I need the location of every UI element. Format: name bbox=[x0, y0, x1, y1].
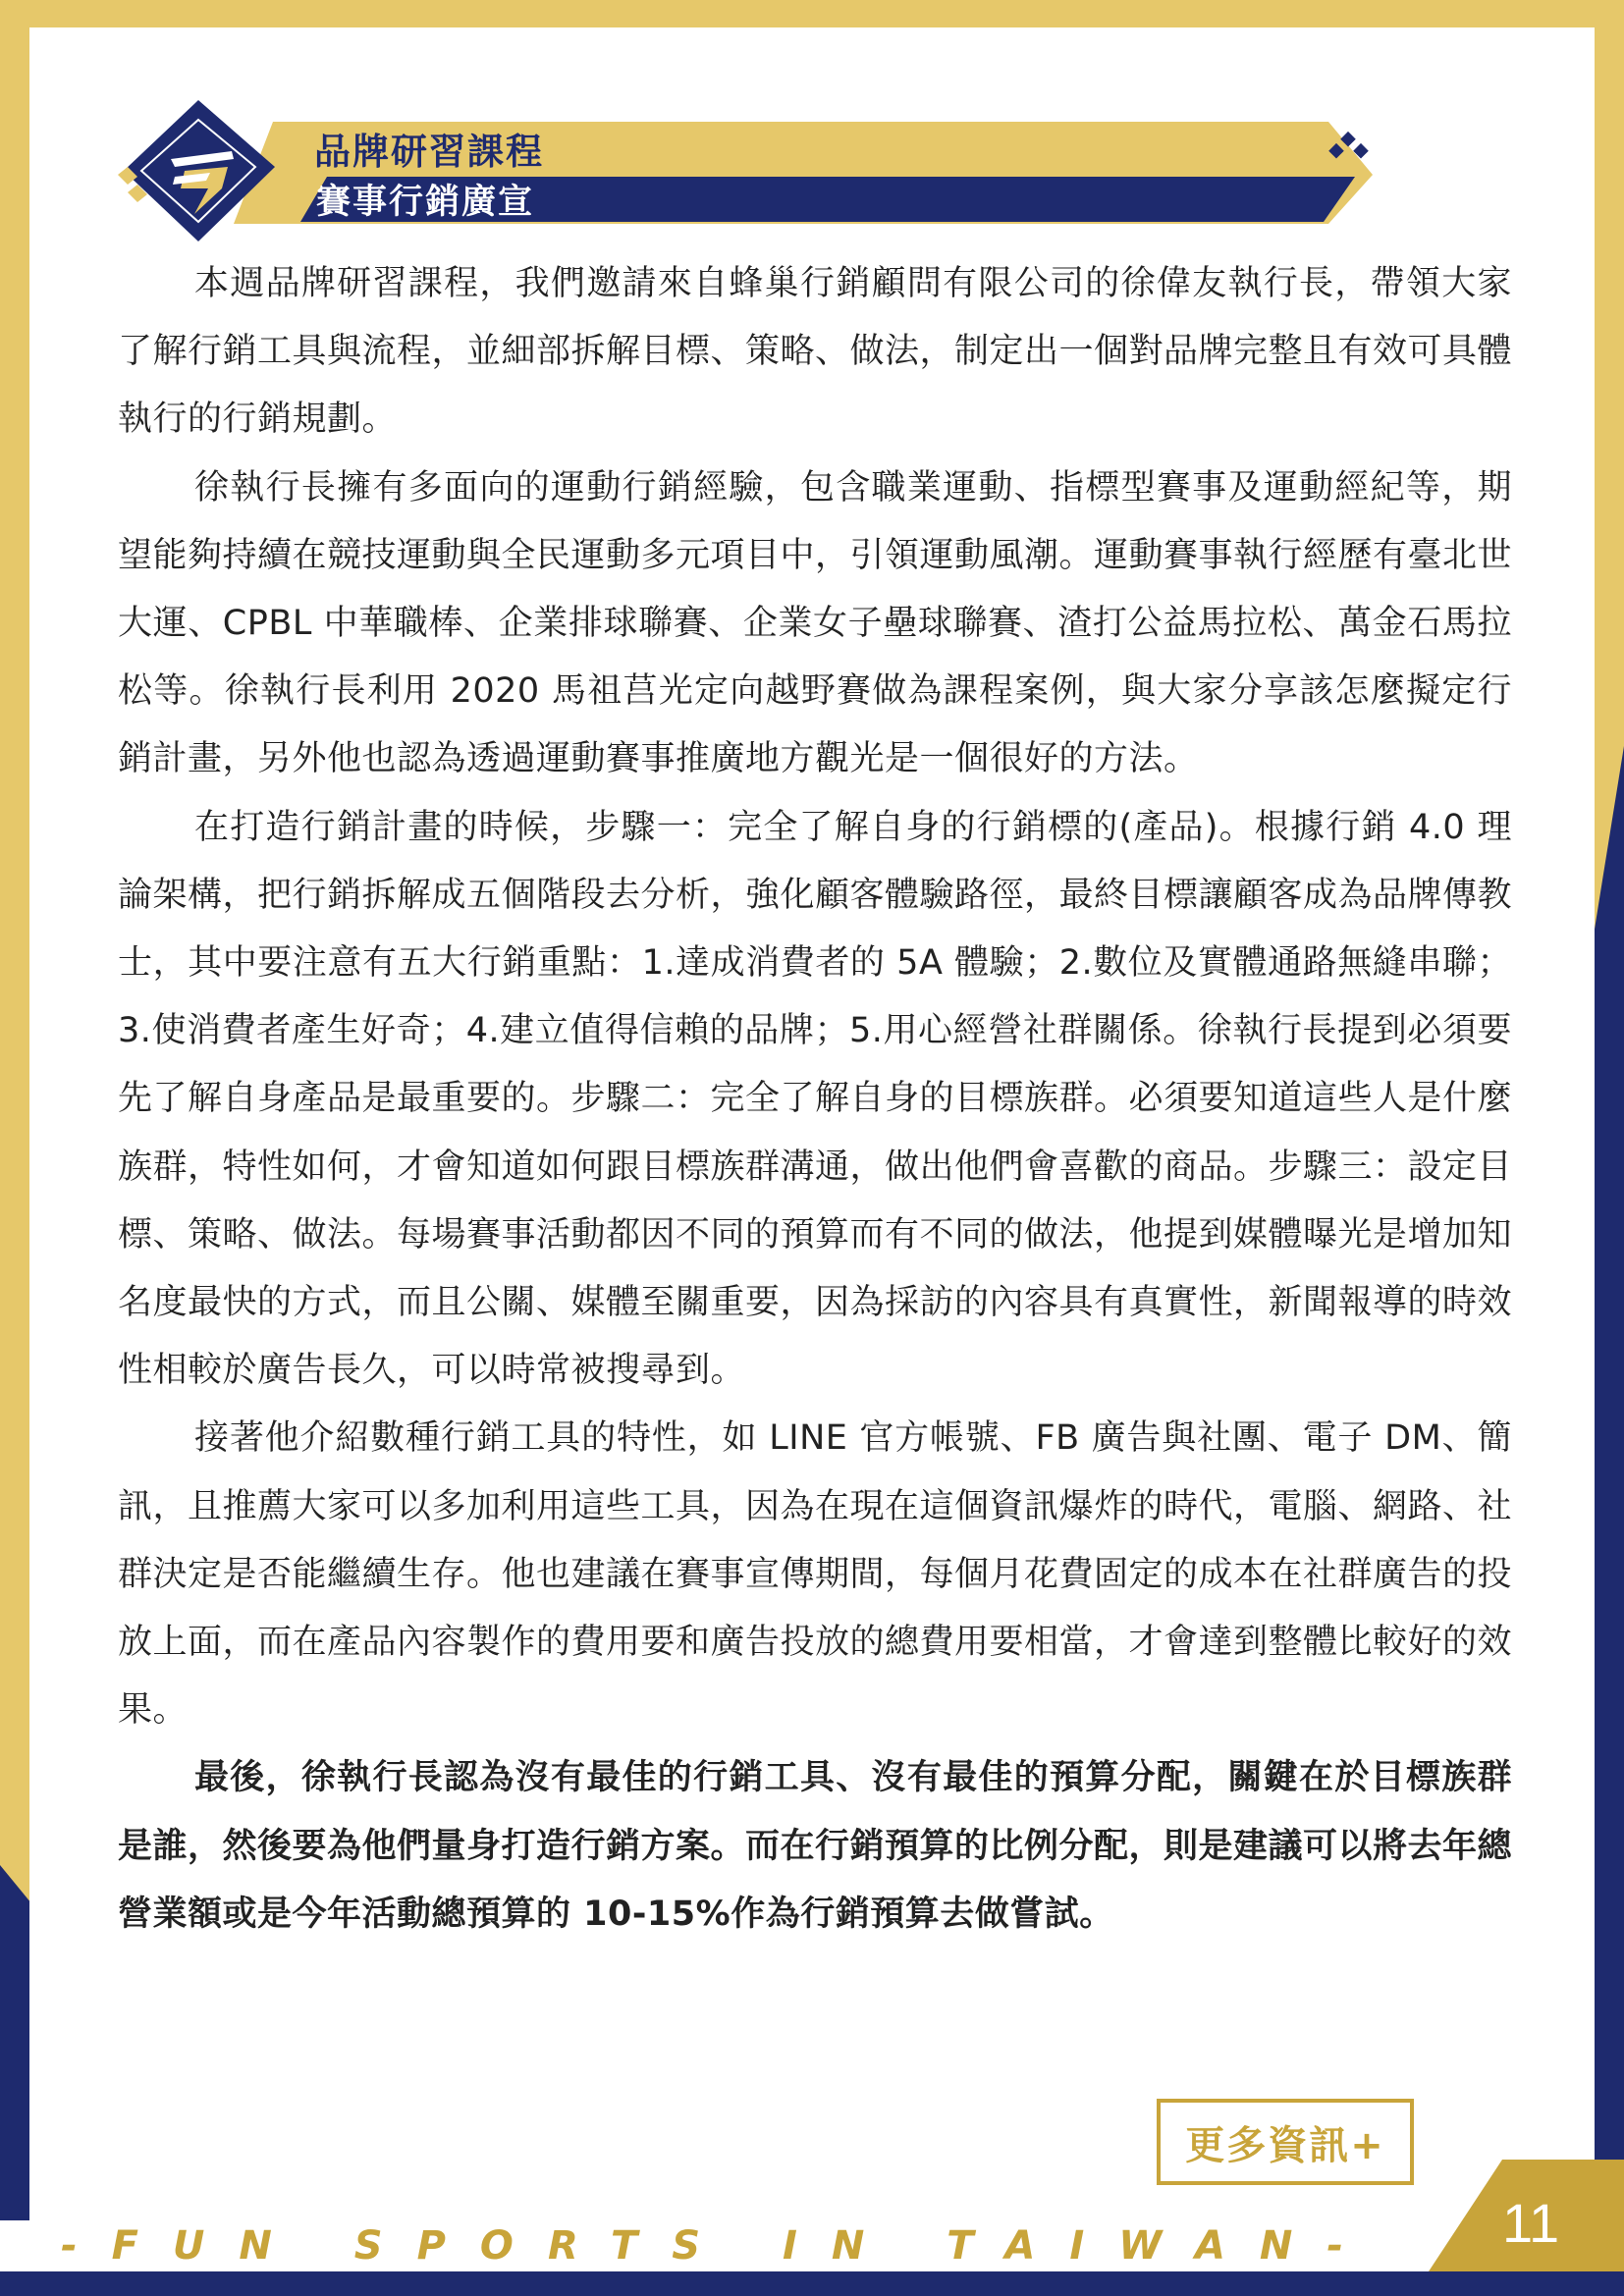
article-paragraph: 徐執行長擁有多面向的運動行銷經驗，包含職業運動、指標型賽事及運動經紀等，期望能夠持續在競技運動與全民運動多元項目中，引領運動風潮。運動賽事執行經歷有臺北世大運、CPBL 中華職棒、企業排球聯賽、企業女子壘球聯賽、渣打公益馬拉松、萬金石馬拉松等。徐執行長利用 2020 馬祖莒光定向越野賽做為課程案例，與大家分享該怎麼擬定行銷計畫，另外他也認為透過運動賽事推廣地方觀光是一個很好的方法。 bbox=[118, 467, 1513, 779]
header-subtitle: 賽事行銷廣宣 bbox=[316, 183, 535, 222]
article-paragraph: 接著他介紹數種行銷工具的特性，如 LINE 官方帳號、FB 廣告與社團、電子 DM、簡訊，且推薦大家可以多加利用這些工具，因為在現在這個資訊爆炸的時代，電腦、網路、社群決定是否能繼續生存。他也建議在賽事宣傳期間，每個月花費固定的成本在社群廣告的投放上面，而在產品內容製作的費用要和廣告投放的總費用要相當，才會達到整體比較好的效果。 bbox=[118, 1418, 1513, 1731]
header-banner bbox=[116, 98, 1382, 245]
more-info-button[interactable]: 更多資訊+ bbox=[1157, 2099, 1414, 2185]
article-paragraph-conclusion: 最後，徐執行長認為沒有最佳的行銷工具、沒有最佳的預算分配，關鍵在於目標族群是誰，然後要為他們量身打造行銷方案。而在行銷預算的比例分配，則是建議可以將去年總營業額或是今年活動總預算的 10-15%作為行銷預算去做嘗試。 bbox=[118, 1758, 1513, 1934]
footer-slogan: -FUN SPORTS IN TAIWAN- bbox=[61, 2223, 1378, 2269]
navy-bottom-band bbox=[0, 2271, 1624, 2296]
header-title: 品牌研習課程 bbox=[314, 131, 544, 173]
article-body bbox=[118, 250, 1512, 1949]
article-paragraph: 本週品牌研習課程，我們邀請來自蜂巢行銷顧問有限公司的徐偉友執行長，帶領大家了解行銷工具與流程，並細部拆解目標、策略、做法，制定出一個對品牌完整且有效可具體執行的行銷規劃。 bbox=[118, 264, 1513, 440]
page-number: 11 bbox=[1502, 2192, 1560, 2254]
article-paragraph: 在打造行銷計畫的時候，步驟一：完全了解自身的行銷標的(產品)。根據行銷 4.0 理論架構，把行銷拆解成五個階段去分析，強化顧客體驗路徑，最終目標讓顧客成為品牌傳教士，其中要注意有五大行銷重點：1.達成消費者的 5A 體驗；2.數位及實體通路無縫串聯；3.使消費者產生好奇；4.建立值得信賴的品牌；5.用心經營社群關係。徐執行長提到必須要先了解自身產品是最重要的。步驟二：完全了解自身的目標族群。必須要知道這些人是什麼族群，特性如何，才會知道如何跟目標族群溝通，做出他們會喜歡的商品。步驟三：設定目標、策略、做法。每場賽事活動都因不同的預算而有不同的做法，他提到媒體曝光是增加知名度最快的方式，而且公關、媒體至關重要，因為採訪的內容具有真實性，新聞報導的時效性相較於廣告長久，可以時常被搜尋到。 bbox=[118, 807, 1513, 1391]
